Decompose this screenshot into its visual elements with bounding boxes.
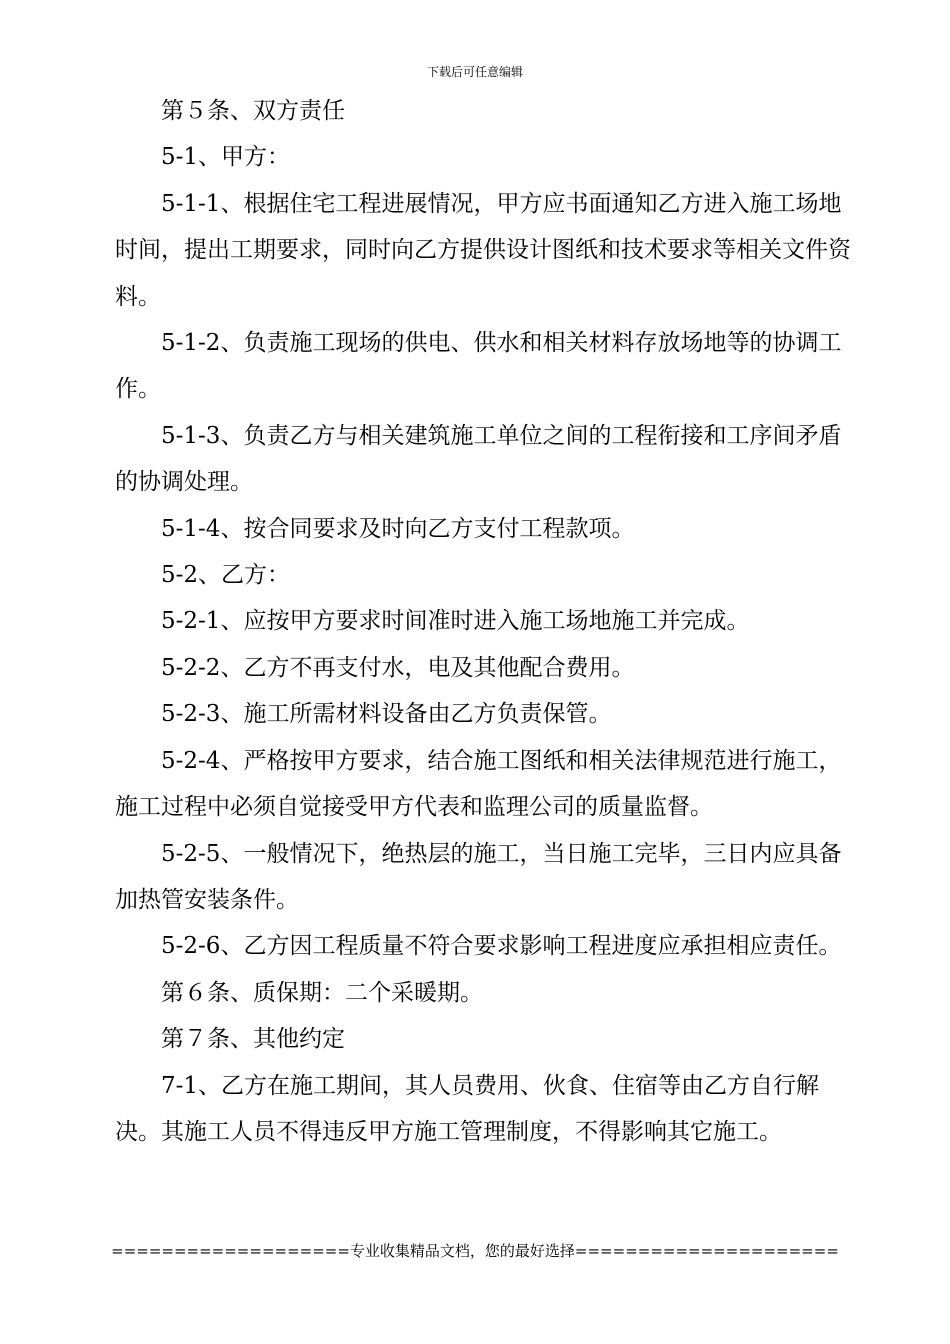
clause-5-2: 5-2、乙方： <box>161 562 291 589</box>
clause-5-1-2: 5-1-2、负责施工现场的供电、供水和相关材料存放场地等的协调工作。 <box>115 330 842 403</box>
clause-5-2-1: 5-2-1、应按甲方要求时间准时进入施工场地施工并完成。 <box>161 608 750 635</box>
clause-5-2-6: 5-2-6、乙方因工程质量不符合要求影响工程进度应承担相应责任。 <box>161 933 842 960</box>
clause-5-1: 5-1、甲方： <box>161 144 291 171</box>
clause-5-2-3: 5-2-3、施工所需材料设备由乙方负责保管。 <box>161 701 612 728</box>
clause-5-2-4: 5-2-4、严格按甲方要求，结合施工图纸和相关法律规范进行施工，施工过程中必须自觉接受甲方代表和监理公司的质量监督。 <box>115 747 842 821</box>
clause-5-1-3: 5-1-3、负责乙方与相关建筑施工单位之间的工程衔接和工序间矛盾的协调处理。 <box>115 422 842 496</box>
clause-7-1: 7-1、乙方在施工期间，其人员费用、伙食、住宿等由乙方自行解决。其施工人员不得违反甲方施工管理制度，不得影响其它施工。 <box>115 1072 820 1145</box>
document-body <box>115 88 855 1155</box>
article-7-heading: 第７条、其他约定 <box>161 1026 345 1053</box>
page-header: 下载后可任意编辑 <box>426 65 523 79</box>
page-footer: ===================专业收集精品文档，您的最好选择===================== <box>111 1242 839 1260</box>
clause-5-2-2: 5-2-2、乙方不再支付水，电及其他配合费用。 <box>161 654 635 681</box>
article-6: 第６条、质保期：二个采暖期。 <box>161 979 483 1006</box>
clause-5-1-1: 5-1-1、根据住宅工程进展情况，甲方应书面通知乙方进入施工场地时间，提出工期要求，同时向乙方提供设计图纸和技术要求等相关文件资料。 <box>115 190 851 310</box>
clause-5-1-4: 5-1-4、按合同要求及时向乙方支付工程款项。 <box>161 515 635 542</box>
clause-5-2-5: 5-2-5、一般情况下，绝热层的施工，当日施工完毕，三日内应具备加热管安装条件。 <box>115 840 842 913</box>
article-5-heading: 第５条、双方责任 <box>161 98 345 124</box>
